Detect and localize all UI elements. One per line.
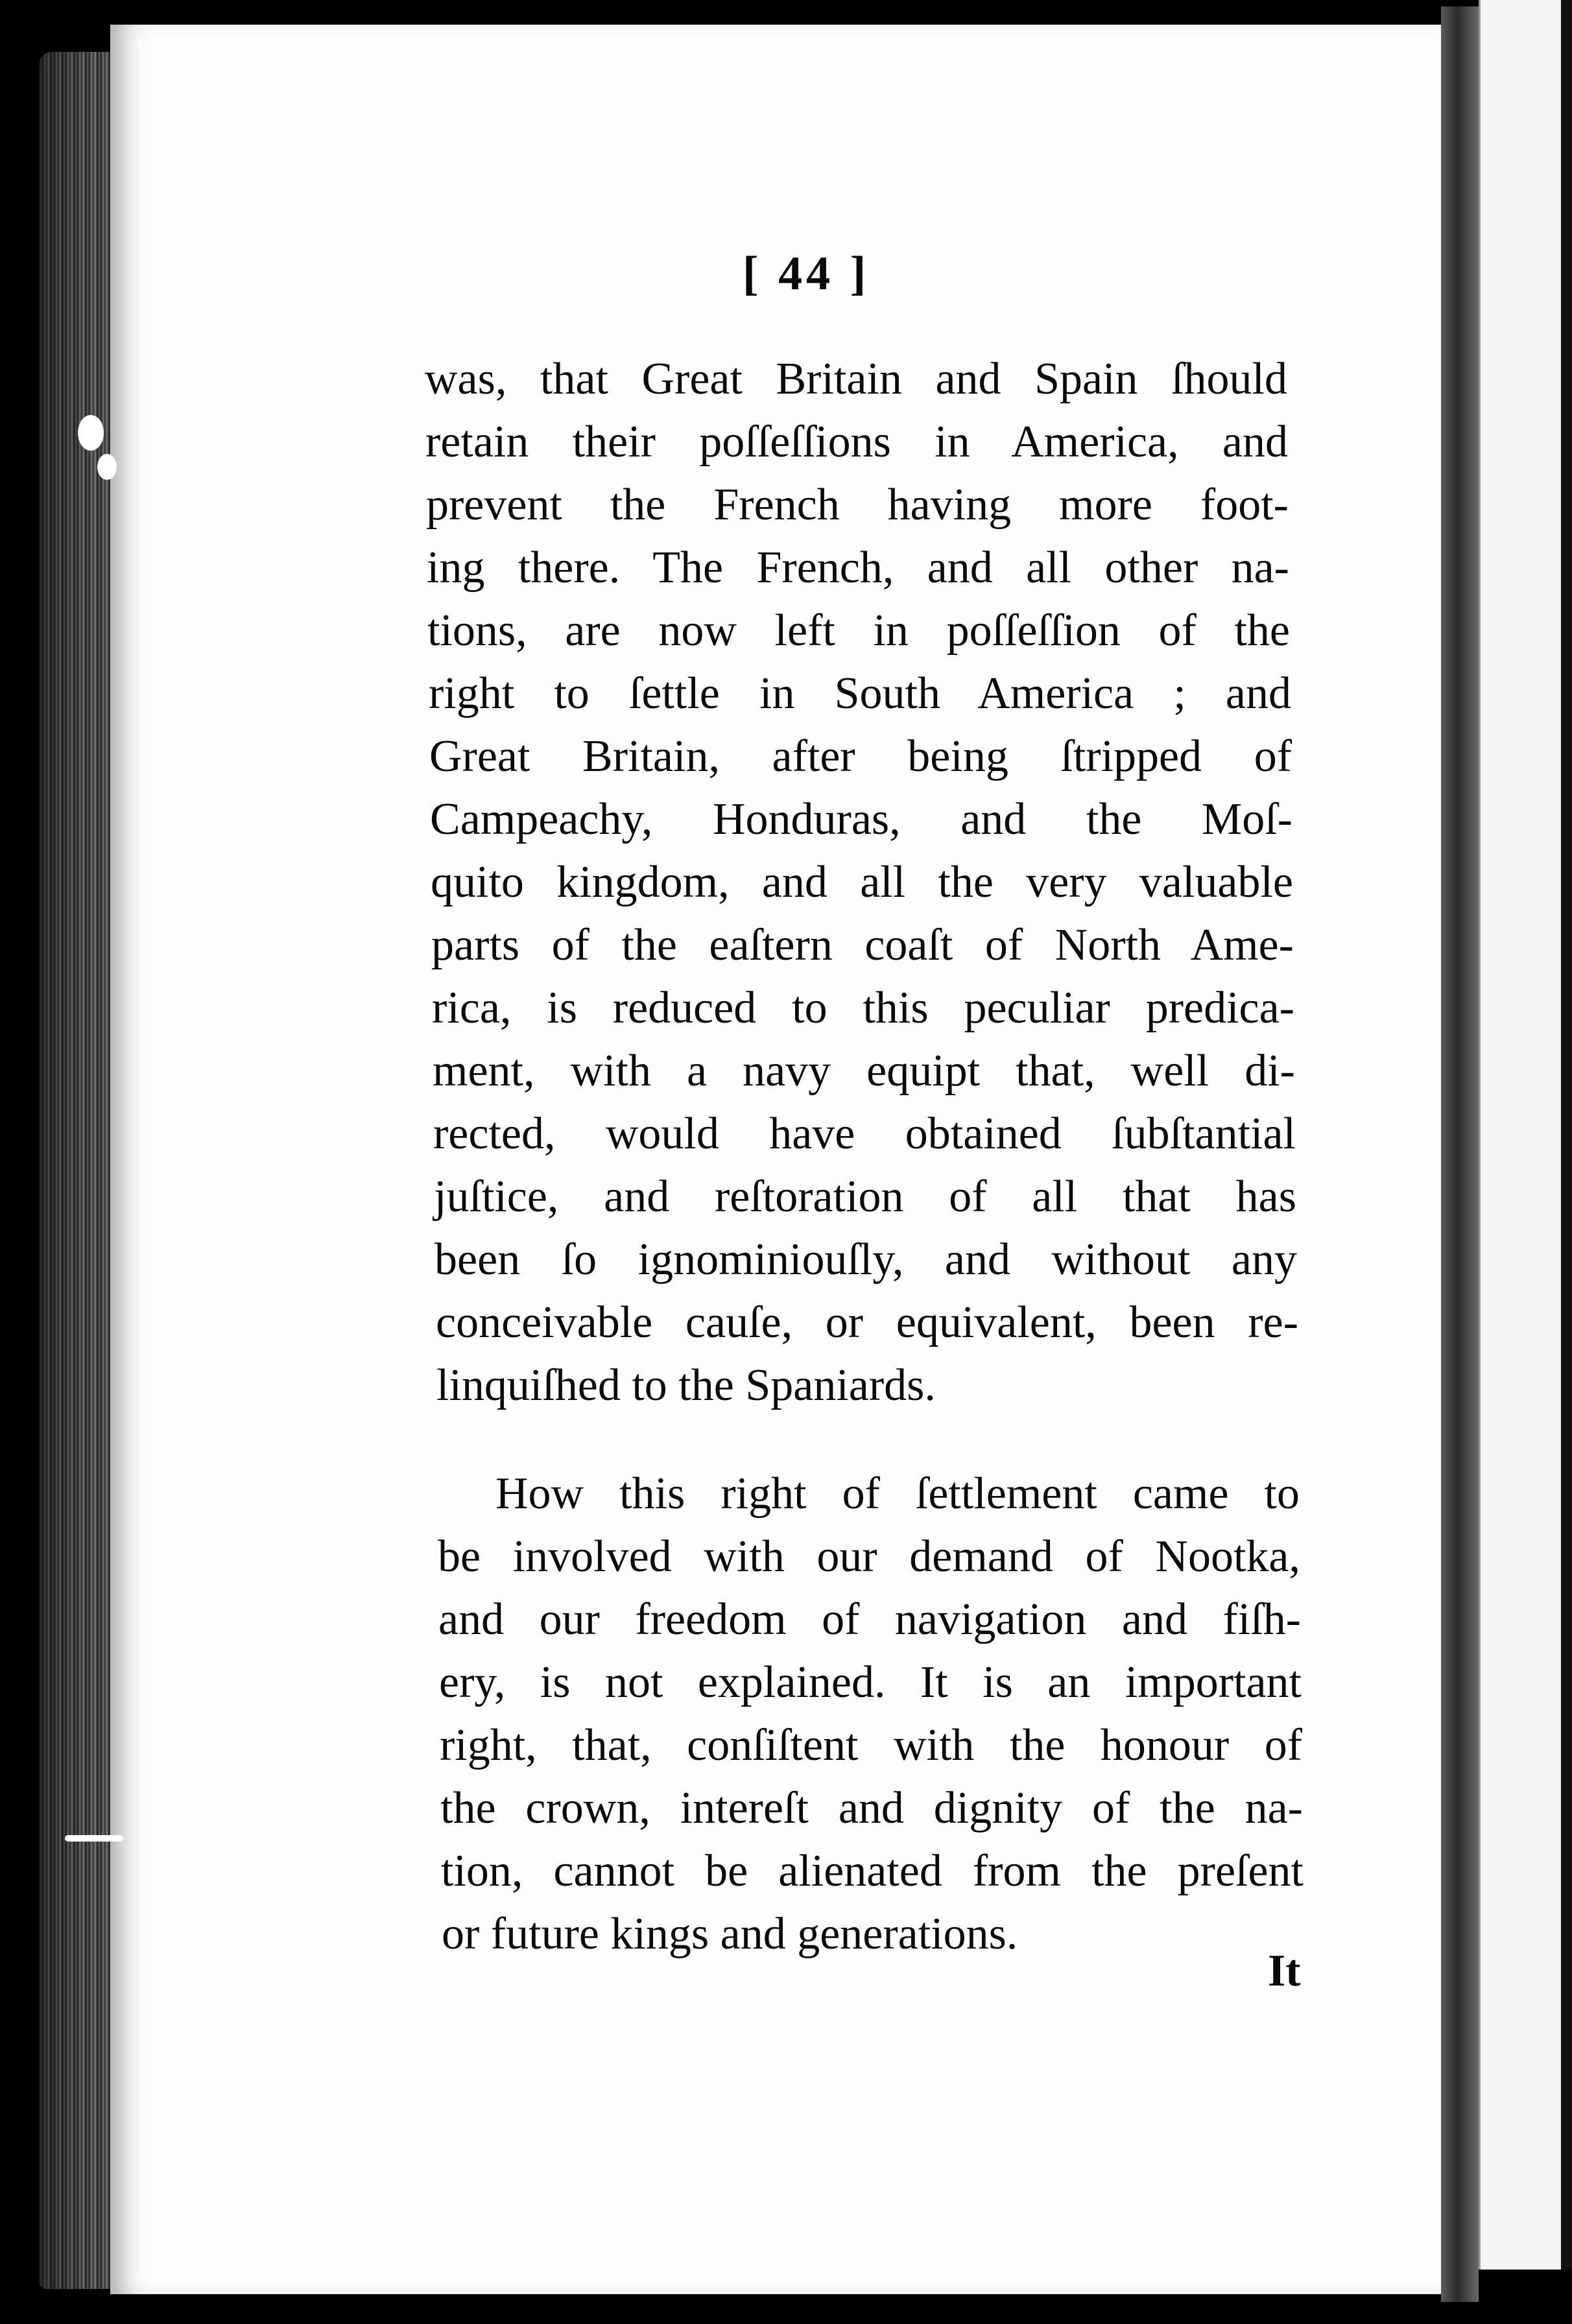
- text-line: conceivable cauſe, or equivalent, been re-: [436, 1298, 1298, 1347]
- text-line: was, that Great Britain and Spain ſhould: [425, 354, 1287, 404]
- book-gutter: [1441, 6, 1479, 2302]
- paper-speck: [97, 454, 117, 480]
- text-line: ment, with a navy equipt that, well di-: [433, 1046, 1295, 1096]
- text-line: tion, cannot be alienated from the preſent: [441, 1846, 1304, 1896]
- text-line: been ſo ignominiouſly, and without any: [435, 1235, 1297, 1285]
- page-number: [ 44 ]: [743, 247, 870, 300]
- text-line: retain their poſſeſſions in America, and: [425, 417, 1288, 467]
- text-line: right, that, conſiſtent with the honour of: [440, 1720, 1302, 1770]
- text-line: right to ſettle in South America ; and: [429, 669, 1291, 718]
- text-line: rica, is reduced to this peculiar predica-: [432, 983, 1294, 1033]
- facing-page-edge: [1479, 0, 1572, 2270]
- paper-speck: [65, 1835, 123, 1842]
- text-line: prevent the French having more foot-: [426, 480, 1289, 530]
- text-line: How this right of ſettlement came to: [495, 1469, 1300, 1519]
- text-line: Campeachy, Honduras, and the Moſ-: [430, 794, 1292, 844]
- text-line: linquiſhed to the Spaniards.: [436, 1360, 936, 1410]
- text-line: Great Britain, after being ſtripped of: [429, 731, 1292, 781]
- text-line: rected, would have obtained ſubſtantial: [433, 1109, 1296, 1159]
- text-line: juſtice, and reſtoration of all that has: [434, 1172, 1296, 1222]
- text-line: tions, are now left in poſſeſſion of the: [427, 606, 1290, 656]
- text-line: the crown, intereſt and dignity of the na-: [440, 1783, 1303, 1833]
- text-line: ing there. The French, and all other na-: [427, 543, 1289, 593]
- text-line: and our freedom of navigation and fiſh-: [438, 1595, 1301, 1644]
- text-line: be involved with our demand of Nootka,: [438, 1532, 1300, 1582]
- text-line: parts of the eaſtern coaſt of North Ame-: [431, 920, 1294, 970]
- text-line: quito kingdom, and all the very valuable: [431, 857, 1293, 907]
- paper-speck: [78, 415, 104, 451]
- text-line: or future kings and generations.: [442, 1909, 1018, 1959]
- catchword: It: [1268, 1946, 1301, 1996]
- text-line: ery, is not explained. It is an important: [439, 1657, 1302, 1707]
